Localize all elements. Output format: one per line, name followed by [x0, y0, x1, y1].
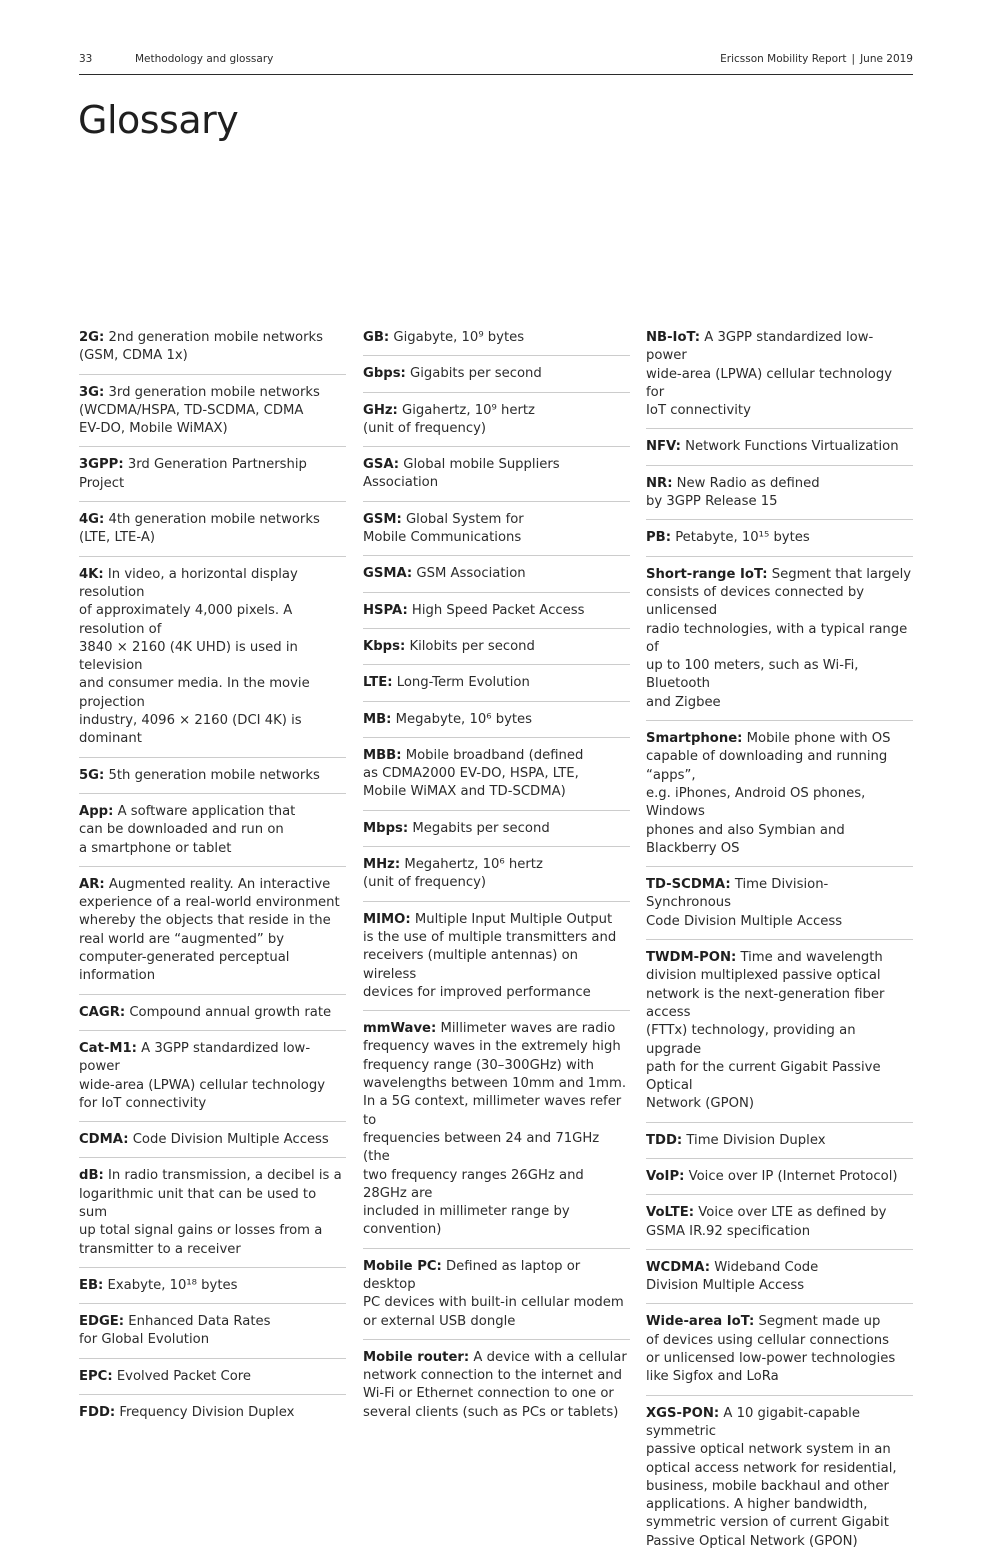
glossary-term: Wide-area IoT: [646, 1314, 755, 1330]
glossary-definition: 5th generation mobile networks [108, 767, 320, 783]
glossary-entry [646, 1259, 913, 1305]
glossary-term: NB-IoT: [646, 330, 701, 345]
glossary-term: GSA: [363, 457, 400, 473]
glossary-term: CDMA: [79, 1132, 129, 1148]
glossary-definition: Global mobile Suppliers Association [363, 457, 560, 491]
glossary-term: Mobile PC: [363, 1258, 442, 1274]
glossary-entry [646, 1405, 913, 1559]
glossary-definition: Long-Term Evolution [396, 675, 530, 691]
glossary-column-1 [79, 329, 346, 1439]
glossary-entry [646, 1313, 913, 1395]
glossary-definition: Mobile phone with OS capable of downloading and running “apps”, e.g. iPhones, Android OS phones, Windows phones and also Symbian and Blackberry OS [646, 731, 891, 856]
glossary-entry [646, 1168, 913, 1195]
glossary-entry [363, 674, 630, 701]
glossary-definition: 3rd generation mobile networks (WCDMA/HSPA, TD-SCDMA, CDMA EV-DO, Mobile WiMAX) [79, 384, 320, 437]
glossary-definition: 3rd Generation Partnership Project [79, 457, 307, 491]
glossary-entry [79, 1004, 346, 1031]
glossary-term: AR: [79, 876, 105, 892]
glossary-entry [363, 638, 630, 665]
glossary-term: GB: [363, 330, 390, 345]
glossary-definition: Compound annual growth rate [129, 1004, 332, 1020]
glossary-term: PB: [646, 530, 671, 546]
glossary-entry [79, 1131, 346, 1158]
glossary-entry [79, 876, 346, 995]
glossary-definition: Voice over LTE as defined by GSMA IR.92 specification [646, 1205, 887, 1239]
glossary-definition: Enhanced Data Rates for Global Evolution [79, 1314, 271, 1348]
glossary-term: NFV: [646, 439, 681, 455]
glossary-entry [646, 475, 913, 521]
glossary-term: CAGR: [79, 1004, 126, 1020]
glossary-entry [79, 456, 346, 502]
glossary-definition: Code Division Multiple Access [132, 1132, 329, 1148]
glossary-term: GSMA: [363, 566, 413, 582]
glossary-term: TDD: [646, 1132, 683, 1148]
glossary-term: MHz: [363, 857, 401, 873]
report-info [720, 53, 913, 65]
header-separator: | [851, 53, 856, 65]
glossary-definition: Segment made up of devices using cellular connections or unlicensed low-power technologies like Sigfox and LoRa [646, 1314, 896, 1385]
glossary-term: EDGE: [79, 1314, 125, 1330]
glossary-definition: Global System for Mobile Communications [363, 511, 524, 546]
glossary-term: EB: [79, 1277, 104, 1293]
glossary-entry [646, 876, 913, 940]
glossary-term: VoIP: [646, 1168, 685, 1184]
glossary-entry [79, 384, 346, 448]
glossary-definition: Segment that largely consists of devices connected by unlicensed radio technologies, with a typical range of up to 100 meters, such as Wi-Fi, Bluetooth and Zigbee [646, 566, 912, 710]
glossary-definition: Wideband Code Division Multiple Access [646, 1259, 819, 1294]
glossary-definition: Megabyte, 10⁶ bytes [395, 711, 533, 727]
glossary-entry [363, 747, 630, 811]
glossary-definition: Kilobits per second [409, 638, 535, 654]
glossary-entry [79, 1368, 346, 1395]
glossary-entry [79, 767, 346, 794]
report-name: Ericsson Mobility Report [720, 53, 847, 65]
glossary-term: XGS-PON: [646, 1405, 720, 1421]
glossary-entry [79, 803, 346, 867]
glossary-definition: 2nd generation mobile networks (GSM, CDMA 1x) [79, 330, 324, 364]
glossary-entry [79, 511, 346, 557]
glossary-term: dB: [79, 1168, 104, 1184]
glossary-definition: Megahertz, 10⁶ hertz (unit of frequency) [363, 857, 543, 891]
glossary-entry [646, 1132, 913, 1159]
glossary-term: Short-range IoT: [646, 566, 768, 582]
glossary-term: Kbps: [363, 638, 406, 654]
glossary-definition: Petabyte, 10¹⁵ bytes [675, 530, 810, 546]
glossary-entry [363, 1258, 630, 1340]
glossary-definition: Gigahertz, 10⁹ hertz (unit of frequency) [363, 402, 535, 436]
glossary-term: Cat-M1: [79, 1040, 137, 1056]
glossary-definition: Time Division Duplex [686, 1132, 826, 1148]
glossary-definition: A 3GPP standardized low-power wide-area (LPWA) cellular technology for IoT connectivity [646, 330, 893, 419]
glossary-term: Mbps: [363, 820, 409, 836]
glossary-definition: Defined as laptop or desktop PC devices with built-in cellular modem or external USB dongle [363, 1258, 624, 1329]
glossary-entry [363, 456, 630, 502]
glossary-definition: GSM Association [416, 566, 526, 582]
glossary-term: 5G: [79, 767, 105, 783]
glossary-entry [363, 365, 630, 392]
glossary-term: 4K: [79, 566, 104, 582]
glossary-column-2 [363, 329, 630, 1439]
glossary-definition: A 3GPP standardized low-power wide-area (LPWA) cellular technology for IoT connectivity [79, 1040, 326, 1111]
glossary-entry [646, 566, 913, 721]
glossary-term: TD-SCDMA: [646, 877, 731, 893]
glossary-definition: A software application that can be downloaded and run on a smartphone or tablet [79, 803, 296, 856]
glossary-term: Gbps: [363, 366, 406, 382]
glossary-term: 4G: [79, 512, 105, 528]
glossary-entry [646, 1204, 913, 1250]
glossary-entry [363, 1349, 630, 1430]
glossary-term: MIMO: [363, 911, 411, 927]
glossary-entry [363, 402, 630, 448]
glossary-term: LTE: [363, 675, 393, 691]
page-header [79, 52, 913, 75]
glossary-entry [79, 566, 346, 758]
glossary-entry [646, 949, 913, 1123]
glossary-definition: Time and wavelength division multiplexed passive optical network is the next-generation fiber access (FTTx) technology, providing an upgrade path for the current Gigabit Passive Optical Network (GPON) [646, 950, 885, 1112]
glossary-definition: 4th generation mobile networks (LTE, LTE-A) [79, 512, 320, 546]
glossary-term: MBB: [363, 747, 402, 763]
glossary-entry [646, 730, 913, 867]
glossary-entry [363, 511, 630, 557]
glossary-term: mmWave: [363, 1021, 437, 1037]
glossary-term: GSM: [363, 511, 402, 527]
glossary-definition: Frequency Division Duplex [119, 1405, 295, 1421]
glossary-definition: Multiple Input Multiple Output is the use of multiple transmitters and receivers (multiple antennas) on wireless devices for improved performance [363, 911, 617, 1000]
page-number: 33 [79, 53, 93, 65]
glossary-term: WCDMA: [646, 1259, 711, 1275]
glossary-term: Smartphone: [646, 731, 743, 747]
glossary-definition: Millimeter waves are radio frequency waves in the extremely high frequency range (30–300GHz) with wavelengths between 10mm and 1mm. In a 5G context, millimeter waves refer to frequencies between 24 and 71GHz (the two frequency ranges 26GHz and 28GHz are included in millimeter range by convention) [363, 1021, 627, 1238]
glossary-definition: High Speed Packet Access [411, 602, 585, 618]
glossary-entry [79, 1277, 346, 1304]
glossary-entry [363, 911, 630, 1011]
glossary-term: MB: [363, 711, 392, 727]
glossary-entry [646, 438, 913, 465]
glossary-definition: Megabits per second [412, 820, 550, 836]
glossary-term: NR: [646, 475, 673, 491]
glossary-definition: Exabyte, 10¹⁸ bytes [107, 1277, 238, 1293]
report-date: June 2019 [860, 53, 913, 65]
glossary-definition: Evolved Packet Core [116, 1368, 252, 1384]
glossary-entry [363, 820, 630, 847]
glossary-term: 2G: [79, 330, 105, 345]
glossary-entry [363, 856, 630, 902]
glossary-definition: New Radio as defined by 3GPP Release 15 [646, 475, 820, 510]
glossary-entry [363, 329, 630, 356]
glossary-definition: In video, a horizontal display resolution of approximately 4,000 pixels. A resolution of 3840 × 2160 (4K UHD) is used in television and consumer media. In the movie projection industry, 4096 × 2160 (DCI 4K) is dominant [79, 566, 310, 747]
glossary-definition: A device with a cellular network connection to the internet and Wi-Fi or Ethernet connection to one or several clients (such as PCs or tablets) [363, 1349, 627, 1420]
glossary-term: GHz: [363, 402, 398, 418]
glossary-entry [363, 711, 630, 738]
glossary-definition: Network Functions Virtualization [685, 439, 899, 455]
glossary-definition: Augmented reality. An interactive experience of a real-world environment whereby the objects that reside in the real world are “augmented” by computer-generated perceptual information [79, 876, 340, 984]
glossary-term: App: [79, 803, 114, 819]
glossary-term: HSPA: [363, 602, 408, 618]
glossary-entry [79, 329, 346, 375]
glossary-entry [363, 602, 630, 629]
glossary-definition: In radio transmission, a decibel is a logarithmic unit that can be used to sum up total signal gains or losses from a transmitter to a receiver [79, 1168, 342, 1257]
glossary-term: 3G: [79, 384, 105, 400]
glossary-definition: Time Division-Synchronous Code Division Multiple Access [646, 877, 843, 929]
glossary-entry [646, 329, 913, 429]
glossary-definition: Gigabits per second [410, 366, 542, 382]
glossary-term: EPC: [79, 1368, 113, 1384]
glossary-entry [646, 529, 913, 556]
glossary-entry [79, 1313, 346, 1359]
glossary-term: TWDM-PON: [646, 950, 737, 966]
glossary-definition: A 10 gigabit-capable symmetric passive optical network system in an optical access network for residential, business, mobile backhaul and other applications. A higher bandwidth, symmetric version of current Gigabit Passive Optical Network (GPON) [646, 1405, 897, 1549]
glossary-entry [79, 1404, 346, 1430]
glossary-definition: Voice over IP (Internet Protocol) [688, 1168, 898, 1184]
section-title: Methodology and glossary [135, 53, 274, 65]
glossary-term: 3GPP: [79, 457, 124, 473]
glossary-definition: Mobile broadband (defined as CDMA2000 EV-DO, HSPA, LTE, Mobile WiMAX and TD-SCDMA) [363, 747, 584, 800]
page-title: Glossary [78, 98, 239, 142]
glossary-entry [79, 1040, 346, 1122]
glossary-column-3 [646, 329, 913, 1568]
glossary-entry [363, 1020, 630, 1249]
glossary-term: FDD: [79, 1405, 116, 1421]
glossary-term: Mobile router: [363, 1349, 470, 1365]
glossary-definition: Gigabyte, 10⁹ bytes [393, 330, 525, 345]
glossary-term: VoLTE: [646, 1205, 695, 1221]
glossary-entry [363, 565, 630, 592]
glossary-entry [79, 1167, 346, 1267]
